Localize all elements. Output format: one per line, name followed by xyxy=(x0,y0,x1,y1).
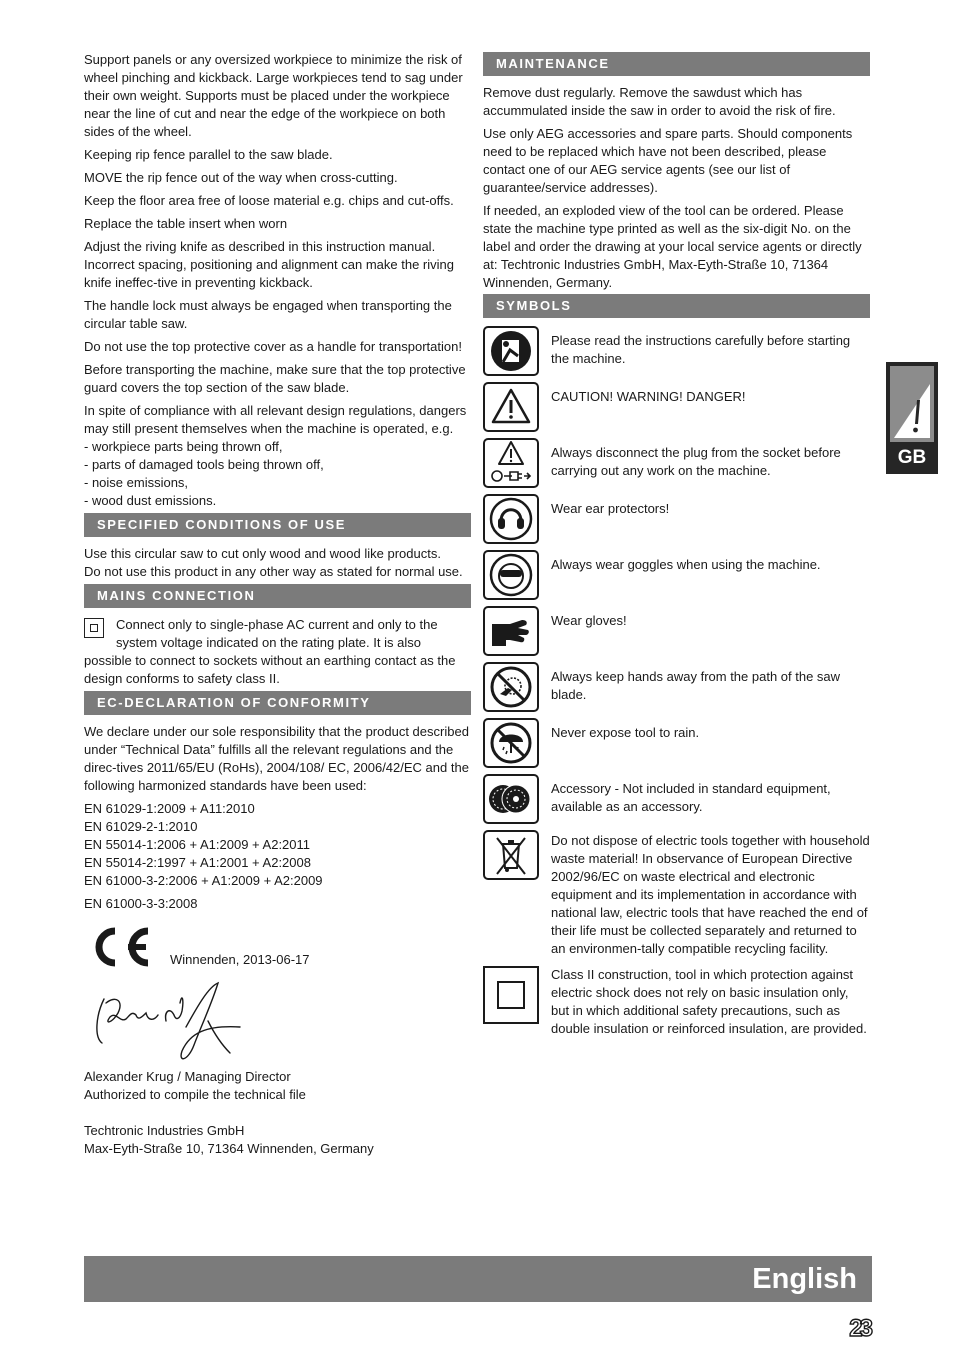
symbol-text: CAUTION! WARNING! DANGER! xyxy=(551,389,746,404)
symbol-item xyxy=(483,774,870,824)
symbols-list xyxy=(483,326,870,1038)
no-rain-icon xyxy=(483,718,539,768)
authorized-note: Authorized to compile the technical file xyxy=(84,1087,306,1102)
ce-row xyxy=(84,925,471,981)
language-tab xyxy=(886,362,938,474)
paragraph: Use only AEG accessories and spare parts. Should components need to be replaced which have not been described, please contact one of our AEG service agents (see our list of guarantee/service addresses). xyxy=(483,126,853,195)
right-column xyxy=(483,52,870,1044)
conformity-text: We declare under our sole responsibility that the product described under “Technical Data” fulfills all the relevant regulations and the direc-tives 2011/65/EU (RoHs), 2004/108/ EC, 2006/42/EC and the following harmonized standards have been used: xyxy=(84,724,469,793)
page-number: 23 xyxy=(849,1315,870,1342)
standard-item: EN 55014-2:1997 + A1:2001 + A2:2008 xyxy=(84,855,311,870)
danger-item: - workpiece parts being thrown off, xyxy=(84,439,283,454)
symbol-item xyxy=(483,438,870,488)
signature-icon xyxy=(90,981,252,1063)
company-address: Max-Eyth-Straße 10, 71364 Winnenden, Germany xyxy=(84,1141,374,1156)
standard-item: EN 61029-1:2009 + A11:2010 xyxy=(84,801,255,816)
symbol-text: Accessory - Not included in standard equipment, available as an accessory. xyxy=(551,781,831,814)
signer-name: Alexander Krug / Managing Director xyxy=(84,1069,291,1084)
standard-item: EN 55014-1:2006 + A1:2009 + A2:2011 xyxy=(84,837,311,852)
symbol-text: Never expose tool to rain. xyxy=(551,725,700,740)
symbol-text: Wear ear protectors! xyxy=(551,501,670,516)
accessory-blades-icon xyxy=(483,774,539,824)
paragraph: If needed, an exploded view of the tool can be ordered. Please state the machine type printed as well as the six-digit No. on the label and order the drawing at your local service agents or directly at: Techtronic Industries GmbH, Max-Eyth-Straße 10, 71364 Winnenden, Germany. xyxy=(483,203,862,290)
symbol-item xyxy=(483,662,870,712)
symbol-text: Always disconnect the plug from the socket before carrying out any work on the machine. xyxy=(551,445,841,478)
section-heading-symbols: SYMBOLS xyxy=(483,294,870,318)
symbol-item xyxy=(483,326,870,376)
paragraph: Before transporting the machine, make sure that the top protective guard covers the top section of the saw blade. xyxy=(84,362,466,395)
section-heading-conformity: EC-DECLARATION OF CONFORMITY xyxy=(84,691,471,715)
section-heading-maintenance: MAINTENANCE xyxy=(483,52,870,76)
read-manual-icon xyxy=(483,326,539,376)
symbol-text: Do not dispose of electric tools together with household waste material! In observance of European Directive 2002/96/EC on waste electrical and electronic equipment and its implementation in accordance with national law, electric tools that have reached the end of their life must be collected separately and returned to an environmen-tally compatible recycling facility. xyxy=(551,833,870,956)
standard-last: EN 61000-3-3:2008 xyxy=(84,896,198,911)
section-heading-specified-use: SPECIFIED CONDITIONS OF USE xyxy=(84,513,471,537)
symbol-text: Please read the instructions carefully before starting the machine. xyxy=(551,333,851,366)
specified-use-text xyxy=(84,545,471,581)
gloves-icon xyxy=(483,606,539,656)
section-heading-mains: MAINS CONNECTION xyxy=(84,584,471,608)
language-code: GB xyxy=(897,447,927,468)
weee-bin-icon xyxy=(483,830,539,880)
left-column xyxy=(84,51,471,1158)
paragraph: Adjust the riving knife as described in this instruction manual. Incorrect spacing, positioning and alignment can make the riving knife ineffec-tive in preventing kickback. xyxy=(84,239,454,290)
standard-item: EN 61000-3-2:2006 + A1:2009 + A2:2009 xyxy=(84,873,323,888)
signer-block xyxy=(84,1068,471,1158)
footer-bar xyxy=(84,1256,872,1302)
symbol-text: Wear gloves! xyxy=(551,613,627,628)
danger-item: - noise emissions, xyxy=(84,475,189,490)
exclamation-icon xyxy=(890,366,934,442)
dangers-intro: In spite of compliance with all relevant design regulations, dangers may still present themselves when the machine is operated, e.g. xyxy=(84,403,467,436)
mains-paragraph xyxy=(84,616,471,688)
warning-triangle-icon xyxy=(483,382,539,432)
company-name: Techtronic Industries GmbH xyxy=(84,1123,245,1138)
place-date: Winnenden, 2013-06-17 xyxy=(170,952,310,967)
specified-use-line: Use this circular saw to cut only wood and wood like products. xyxy=(84,546,441,561)
symbol-item xyxy=(483,550,870,600)
paragraph: Remove dust regularly. Remove the sawdust which has accummulated inside the saw in order to avoid the risk of fire. xyxy=(483,85,836,118)
dangers-paragraph xyxy=(84,402,471,510)
paragraph: Replace the table insert when worn xyxy=(84,216,288,231)
ear-protection-icon xyxy=(483,494,539,544)
specified-use-line: Do not use this product in any other way as stated for normal use. xyxy=(84,564,463,579)
symbol-text: Class II construction, tool in which protection against electric shock does not rely on basic insulation only, but in which additional safety precautions, such as double insulation or reinforced insulation, are provided. xyxy=(551,967,867,1036)
symbol-text: Always wear goggles when using the machine. xyxy=(551,557,821,572)
goggles-icon xyxy=(483,550,539,600)
unplug-warning-icon xyxy=(483,438,539,488)
paragraph: Keep the floor area free of loose material e.g. chips and cut-offs. xyxy=(84,193,454,208)
paragraph: MOVE the rip fence out of the way when cross-cutting. xyxy=(84,170,398,185)
paragraph: Keeping rip fence parallel to the saw blade. xyxy=(84,147,333,162)
danger-item: - wood dust emissions. xyxy=(84,493,217,508)
mains-text: Connect only to single-phase AC current and only to the system voltage indicated on the rating plate. It is also possible to connect to sockets without an earthing contact as the design conforms to safety class II. xyxy=(84,617,456,686)
ce-mark-icon xyxy=(88,925,152,969)
standard-item: EN 61029-2-1:2010 xyxy=(84,819,198,834)
symbol-item xyxy=(483,382,870,432)
class-ii-icon xyxy=(483,966,539,1024)
symbol-text: Always keep hands away from the path of the saw blade. xyxy=(551,669,841,702)
danger-item: - parts of damaged tools being thrown off, xyxy=(84,457,324,472)
symbol-item xyxy=(483,830,870,958)
class-ii-small-icon xyxy=(84,618,104,638)
paragraph: Do not use the top protective cover as a handle for transportation! xyxy=(84,339,462,354)
symbol-item xyxy=(483,718,870,768)
standards-list xyxy=(84,800,471,890)
footer-language: English xyxy=(752,1263,857,1295)
hands-away-icon xyxy=(483,662,539,712)
symbol-item xyxy=(483,494,870,544)
symbol-item xyxy=(483,606,870,656)
paragraph: Support panels or any oversized workpiece to minimize the risk of wheel pinching and kickback. Large workpieces tend to sag under their own weight. Supports must be placed under the workpiece near the line of cut and near the edge of the workpiece on both sides of the wheel. xyxy=(84,52,463,139)
symbol-item xyxy=(483,964,870,1038)
paragraph: The handle lock must always be engaged when transporting the circular table saw. xyxy=(84,298,452,331)
